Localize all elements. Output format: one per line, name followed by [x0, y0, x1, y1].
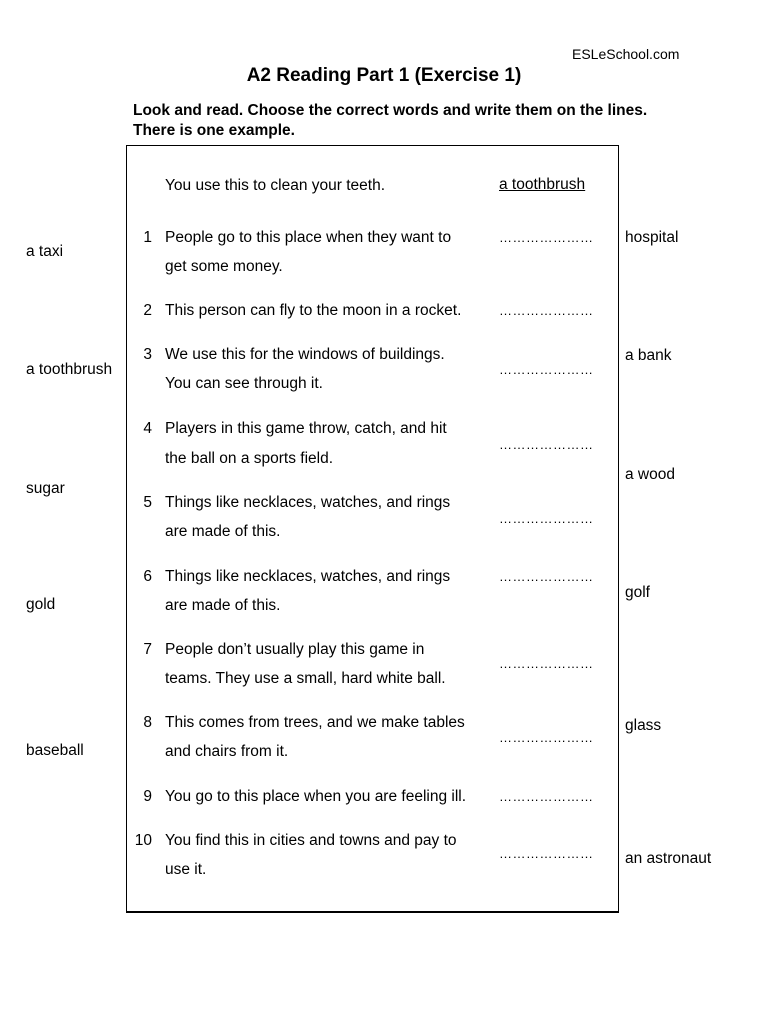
- question-line-1: We use this for the windows of buildings.: [165, 346, 445, 363]
- answer-blank[interactable]: …………………: [499, 362, 594, 377]
- question-line-2: get some money.: [165, 258, 283, 275]
- question-line-1: You go to this place when you are feeling ill.: [165, 788, 467, 805]
- question-text: [165, 826, 457, 884]
- word-bank-item: golf: [625, 584, 650, 601]
- question-line-1: Players in this game throw, catch, and hit: [165, 420, 447, 437]
- answer-blank[interactable]: …………………: [499, 846, 594, 861]
- question-number: 6: [143, 568, 152, 585]
- question-text: [165, 782, 466, 811]
- answer-blank[interactable]: …………………: [499, 511, 594, 526]
- question-line-1: Things like necklaces, watches, and rings: [165, 568, 451, 585]
- answer-blank[interactable]: …………………: [499, 656, 594, 671]
- question-line-1: This comes from trees, and we make tables: [165, 714, 465, 731]
- word-bank-item: gold: [26, 596, 56, 613]
- question-line-2: the ball on a sports field.: [165, 450, 334, 467]
- example-text: You use this to clean your teeth.: [165, 177, 386, 194]
- word-bank-item: a bank: [625, 347, 672, 364]
- word-bank-item: a wood: [625, 466, 675, 483]
- answer-blank[interactable]: …………………: [499, 789, 594, 804]
- question-number: 7: [143, 641, 152, 658]
- question-line-1: You find this in cities and towns and pay to: [165, 832, 457, 849]
- question-text: [165, 708, 465, 766]
- question-number: 9: [143, 788, 152, 805]
- question-line-2: You can see through it.: [165, 375, 323, 392]
- question-text: [165, 296, 461, 325]
- question-text: [165, 635, 446, 693]
- instructions-line-1: Look and read. Choose the correct words and write them on the lines.: [133, 102, 648, 119]
- question-line-1: Things like necklaces, watches, and rings: [165, 494, 451, 511]
- word-bank-item: a taxi: [26, 243, 64, 260]
- question-line-1: People don’t usually play this game in: [165, 641, 425, 658]
- answer-blank[interactable]: …………………: [499, 569, 594, 584]
- site-name: ESLeSchool.com: [572, 46, 680, 62]
- question-line-2: use it.: [165, 861, 207, 878]
- question-text: [165, 414, 447, 474]
- question-number: 4: [143, 420, 152, 437]
- question-line-2: are made of this.: [165, 523, 281, 540]
- word-bank-item: hospital: [625, 229, 679, 246]
- question-line-1: People go to this place when they want to: [165, 229, 452, 246]
- example-answer: a toothbrush: [499, 176, 586, 193]
- answer-blank[interactable]: …………………: [499, 303, 594, 318]
- instructions-line-2: There is one example.: [133, 122, 295, 139]
- answer-blank[interactable]: …………………: [499, 230, 594, 245]
- word-bank-item: an astronaut: [625, 850, 712, 867]
- question-text: [165, 562, 450, 620]
- answer-blank[interactable]: …………………: [499, 437, 594, 452]
- question-line-2: are made of this.: [165, 597, 281, 614]
- word-bank-item: a toothbrush: [26, 361, 113, 378]
- question-number: 8: [143, 714, 152, 731]
- word-bank-item: sugar: [26, 480, 65, 497]
- question-text: [165, 488, 450, 546]
- question-text: [165, 223, 451, 281]
- question-number: 5: [143, 494, 152, 511]
- question-line-1: This person can fly to the moon in a rocket.: [165, 302, 462, 319]
- word-bank-item: glass: [625, 717, 662, 734]
- question-number: 10: [134, 832, 152, 849]
- question-line-2: teams. They use a small, hard white ball.: [165, 670, 446, 687]
- question-line-2: and chairs from it.: [165, 743, 289, 760]
- question-text: [165, 340, 445, 398]
- question-number: 2: [143, 302, 152, 319]
- word-bank-item: baseball: [26, 742, 84, 759]
- question-number: 1: [143, 229, 152, 246]
- page-title: A2 Reading Part 1 (Exercise 1): [246, 65, 522, 86]
- question-number: 3: [143, 346, 152, 363]
- instructions: [133, 101, 647, 141]
- answer-blank[interactable]: …………………: [499, 730, 594, 745]
